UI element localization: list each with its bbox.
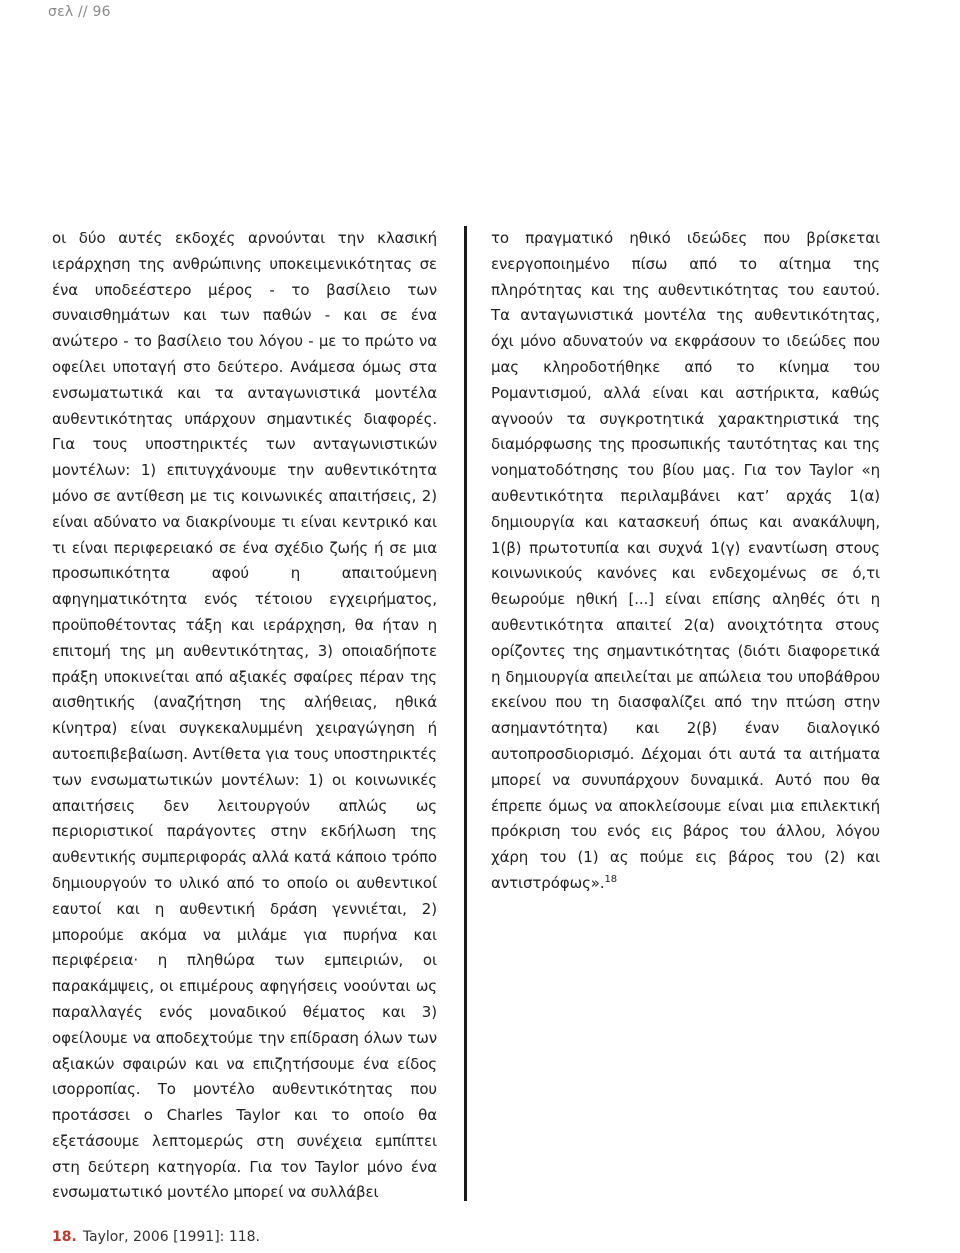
left-column-paragraph: οι δύο αυτές εκδοχές αρνούνται την κλασική ιεράρχηση της ανθρώπινης υποκειμενικότητας σε ένα υποδεέστερο μέρος - το βασίλειο των συναισθημάτων και των παθών - και σε ένα ανώτερο - το βασίλειο του λόγου - με το πρώτο να οφείλει υποταγή στο δεύτερο. Ανάμεσα όμως στα ενσωματωτικά και τα ανταγωνιστικά μοντέλα αυθεντικότητας υπάρχουν σημαντικές διαφορές. Για τους υποστηρικτές των ανταγωνιστικών μοντέλων: 1) επιτυγχάνουμε την αυθεντικότητα μόνο σε αντίθεση με τις κοινωνικές απαιτήσεις, 2) είναι αδύνατο να διακρίνουμε τι είναι κεντρικό και τι είναι περιφερειακό σε ένα σχέδιο ζωής ή σε μια προσωπικότητα αφού η απαιτούμενη αφηγηματικότητα ενός τέτοιου εγχειρήματος, προϋποθέτοντας τάξη και ιεράρχηση, θα ήταν η επιτομή της μη αυθεντικότητας, 3) οποιαδήποτε πράξη υποκινείται από αξιακές σφαίρες πέραν της αισθητικής (αναζήτηση της αλήθειας, ηθικά κίνητρα) είναι συγκεκαλυμμένη χειραγώγηση ή αυτοεπιβεβαίωση. Αντίθετα για τους υποστηρικτές των ενσωματωτικών μοντέλων: 1) οι κοινωνικές απαιτήσεις δεν λειτουργούν απλώς ως περιοριστικοί παράγοντες στην εκδήλωση της αυθεντικής συμπεριφοράς αλλά κατά κάποιο τρόπο δημιουργούν το υλικό από το οποίο οι αυθεντικοί εαυτοί και η αυθεντική δράση γεννιέται, 2) μπορούμε ακόμα να μιλάμε για πυρήνα και περιφέρεια· η πληθώρα των εμπειριών, οι παρακάμψεις, οι επιμέρους αφηγήσεις νοούνται ως παραλλαγές ενός μοναδικού θέματος και 3) οφείλουμε να αποδεχτούμε την επίδραση όλων των αξιακών σφαιρών και να επιζητήσουμε ένα είδος ισορροπίας. Το μοντέλο αυθεντικότητας που προτάσσει ο Charles Taylor και το οποίο θα εξετάσουμε λεπτομερώς στη συνέχεια εμπίπτει στη δεύτερη κατηγορία. Για τον Taylor μόνο ένα ενσωματωτικό μοντέλο μπορεί να συλλάβει (52, 229, 437, 1202)
left-column (52, 226, 437, 1206)
footnote (52, 1229, 260, 1245)
column-divider (464, 226, 467, 1201)
right-column-text: το πραγματικό ηθικό ιδεώδες που βρίσκεται ενεργοποιημένο πίσω από το αίτημα της πληρότητας και της αυθεντικότητας του εαυτού. Τα ανταγωνιστικά μοντέλα της αυθεντικότητας, όχι μόνο αδυνατούν να εκφράσουν το ιδεώδες που μας κληροδοτήθηκε από το κίνημα του Ρομαντισμού, αλλά είναι και αστήρικτα, καθώς αγνοούν τα συγκροτητικά χαρακτηριστικά της διαμόρφωσης της προσωπικής ταυτότητας και της νοηματοδότησης του βίου μας. Για τον Taylor «η αυθεντικότητα περιλαμβάνει κατ’ αρχάς 1(α) δημιουργία και κατασκευή όπως και ανακάλυψη, 1(β) πρωτοτυπία και συχνά 1(γ) εναντίωση στους κοινωνικούς κανόνες και ενδεχομένως σε ό,τι θεωρούμε ηθική [...] είναι επίσης αληθές ότι η αυθεντικότητα απαιτεί 2(α) ανοιχτότητα στους ορίζοντες της σημαντικότητας (διότι διαφορετικά η δημιουργία απειλείται με απώλεια του υποβάθρου εκείνου που τη διασφαλίζει από την πτώση στην ασημαντότητα) και 2(β) έναν διαλογικό αυτοπροσδιορισμό. Δέχομαι ότι αυτά τα αιτήματα μπορεί να συνυπάρχουν δυναμικά. Αυτό που θα έπρεπε όμως να αποκλείσουμε είναι μια επιλεκτική πρόκριση του ενός εις βάρος του άλλου, λόγου χάρη του (1) ας πούμε εις βάρος του (2) και αντιστρόφως». (491, 229, 880, 892)
right-column-paragraph (491, 226, 880, 897)
right-column (491, 226, 880, 897)
footnote-reference[interactable]: 18 (604, 873, 618, 885)
footnote-text: Taylor, 2006 [1991]: 118. (82, 1229, 260, 1245)
page-number: σελ // 96 (48, 4, 111, 20)
footnote-number: 18. (52, 1229, 77, 1245)
